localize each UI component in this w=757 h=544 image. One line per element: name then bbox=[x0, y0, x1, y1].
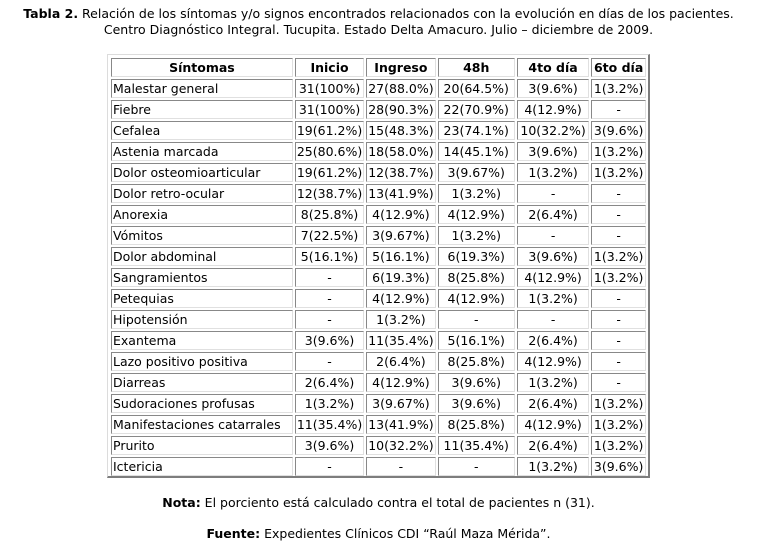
symptom-name: Diarreas bbox=[111, 373, 293, 392]
source-label: Fuente: bbox=[206, 526, 261, 541]
table-row bbox=[111, 457, 646, 476]
4to-dia-value: 1(3.2%) bbox=[517, 289, 589, 308]
header-inicio: Inicio bbox=[295, 58, 364, 77]
6to-dia-value: 1(3.2%) bbox=[591, 79, 646, 98]
table-row bbox=[111, 310, 646, 329]
inicio-value: 5(16.1%) bbox=[295, 247, 364, 266]
symptom-name: Dolor osteomioarticular bbox=[111, 163, 293, 182]
6to-dia-value: - bbox=[591, 373, 646, 392]
inicio-value: 11(35.4%) bbox=[296, 417, 363, 432]
48h-value: 4(12.9%) bbox=[438, 289, 515, 308]
table-frame bbox=[107, 54, 650, 478]
6to-dia-value: 3(9.6%) bbox=[591, 121, 646, 140]
table-body bbox=[111, 58, 646, 476]
6to-dia-value: - bbox=[591, 226, 646, 245]
ingreso-value: 4(12.9%) bbox=[366, 205, 435, 224]
inicio-value: 19(61.2%) bbox=[296, 165, 363, 180]
48h-value: 3(9.6%) bbox=[438, 394, 515, 413]
6to-dia-value: 1(3.2%) bbox=[591, 247, 646, 266]
table-row bbox=[111, 352, 646, 371]
48h-value: 1(3.2%) bbox=[438, 184, 515, 203]
ingreso-value: 28(90.3%) bbox=[368, 102, 434, 117]
header-4to-dia: 4to día bbox=[517, 58, 589, 77]
4to-dia-value: 2(6.4%) bbox=[517, 205, 589, 224]
6to-dia-value: 3(9.6%) bbox=[591, 457, 646, 476]
ingreso-value: 11(35.4%) bbox=[368, 333, 434, 348]
table-row bbox=[111, 331, 646, 350]
table-row bbox=[111, 268, 646, 287]
48h-value: 8(25.8%) bbox=[438, 268, 515, 287]
ingreso-value: 13(41.9%) bbox=[368, 186, 434, 201]
table-row bbox=[111, 163, 646, 182]
table-row bbox=[111, 142, 646, 161]
inicio-value: 3(9.6%) bbox=[295, 436, 364, 455]
symptom-name: Lazo positivo positiva bbox=[111, 352, 293, 371]
table-row bbox=[111, 373, 646, 392]
4to-dia-value: 3(9.6%) bbox=[517, 142, 589, 161]
ingreso-value: 4(12.9%) bbox=[366, 373, 435, 392]
48h-value: 8(25.8%) bbox=[438, 415, 515, 434]
inicio-value: 19(61.2%) bbox=[296, 123, 363, 138]
table-row bbox=[111, 100, 646, 119]
table-row bbox=[111, 436, 646, 455]
48h-value: 4(12.9%) bbox=[438, 205, 515, 224]
inicio-value: - bbox=[295, 289, 364, 308]
caption-title: Relación de los síntomas y/o signos encontrados relacionados con la evolución en días de los pacientes. bbox=[78, 6, 734, 21]
inicio-value: 8(25.8%) bbox=[295, 205, 364, 224]
inicio-value: - bbox=[295, 268, 364, 287]
symptom-name: Anorexia bbox=[111, 205, 293, 224]
caption-line-1 bbox=[0, 6, 757, 22]
table-row bbox=[111, 79, 646, 98]
4to-dia-value: - bbox=[517, 184, 589, 203]
6to-dia-value: 1(3.2%) bbox=[591, 268, 646, 287]
ingreso-value: 18(58.0%) bbox=[368, 144, 434, 159]
table-row bbox=[111, 289, 646, 308]
ingreso-value: 5(16.1%) bbox=[366, 247, 435, 266]
4to-dia-value: 3(9.6%) bbox=[517, 247, 589, 266]
inicio-value: 3(9.6%) bbox=[295, 331, 364, 350]
6to-dia-value: 1(3.2%) bbox=[591, 394, 646, 413]
6to-dia-value: - bbox=[591, 289, 646, 308]
48h-value: 11(35.4%) bbox=[438, 436, 515, 455]
table-row bbox=[111, 415, 646, 434]
symptom-name: Prurito bbox=[111, 436, 293, 455]
table-row bbox=[111, 226, 646, 245]
48h-value: - bbox=[438, 310, 515, 329]
table-row bbox=[111, 247, 646, 266]
table-row bbox=[111, 394, 646, 413]
table-header-row bbox=[111, 58, 646, 77]
48h-value: 3(9.67%) bbox=[438, 163, 515, 182]
6to-dia-value: 1(3.2%) bbox=[591, 163, 646, 182]
symptom-name: Cefalea bbox=[111, 121, 293, 140]
symptom-name: Dolor retro-ocular bbox=[111, 184, 293, 203]
header-48h: 48h bbox=[438, 58, 515, 77]
4to-dia-value: 4(12.9%) bbox=[517, 415, 589, 434]
note-text: El porciento está calculado contra el total de pacientes n (31). bbox=[200, 495, 595, 510]
header-6to-dia: 6to día bbox=[591, 58, 646, 77]
4to-dia-value: 4(12.9%) bbox=[517, 268, 589, 287]
symptom-name: Astenia marcada bbox=[111, 142, 293, 161]
6to-dia-value: - bbox=[591, 184, 646, 203]
table-row bbox=[111, 121, 646, 140]
6to-dia-value: - bbox=[591, 352, 646, 371]
inicio-value: 7(22.5%) bbox=[295, 226, 364, 245]
symptom-name: Malestar general bbox=[111, 79, 293, 98]
48h-value: - bbox=[438, 457, 515, 476]
6to-dia-value: 1(3.2%) bbox=[591, 436, 646, 455]
6to-dia-value: 1(3.2%) bbox=[591, 415, 646, 434]
4to-dia-value: - bbox=[517, 226, 589, 245]
symptom-name: Manifestaciones catarrales bbox=[111, 415, 293, 434]
6to-dia-value: 1(3.2%) bbox=[591, 142, 646, 161]
header-ingreso: Ingreso bbox=[366, 58, 435, 77]
symptom-name: Sudoraciones profusas bbox=[111, 394, 293, 413]
table-row bbox=[111, 184, 646, 203]
note bbox=[0, 495, 757, 510]
inicio-value: 25(80.6%) bbox=[296, 144, 363, 159]
ingreso-value: 4(12.9%) bbox=[366, 289, 435, 308]
table-caption bbox=[0, 6, 757, 38]
4to-dia-value: 2(6.4%) bbox=[517, 436, 589, 455]
source bbox=[0, 526, 757, 541]
48h-value: 8(25.8%) bbox=[438, 352, 515, 371]
caption-line-2: Centro Diagnóstico Integral. Tucupita. Estado Delta Amacuro. Julio – diciembre de 2009. bbox=[103, 22, 654, 37]
48h-value: 14(45.1%) bbox=[438, 142, 515, 161]
symptom-name: Dolor abdominal bbox=[111, 247, 293, 266]
ingreso-value: 13(41.9%) bbox=[368, 417, 434, 432]
symptom-name: Ictericia bbox=[111, 457, 293, 476]
inicio-value: 1(3.2%) bbox=[295, 394, 364, 413]
inicio-value: 12(38.7%) bbox=[296, 186, 363, 201]
4to-dia-value: - bbox=[517, 310, 589, 329]
inicio-value: 2(6.4%) bbox=[295, 373, 364, 392]
4to-dia-value: 1(3.2%) bbox=[517, 457, 589, 476]
ingreso-value: 2(6.4%) bbox=[366, 352, 435, 371]
inicio-value: - bbox=[295, 457, 364, 476]
4to-dia-value: 10(32.2%) bbox=[517, 121, 589, 140]
symptom-name: Fiebre bbox=[111, 100, 293, 119]
48h-value: 20(64.5%) bbox=[438, 79, 515, 98]
ingreso-value: 3(9.67%) bbox=[366, 226, 435, 245]
ingreso-value: 6(19.3%) bbox=[366, 268, 435, 287]
symptom-name: Exantema bbox=[111, 331, 293, 350]
ingreso-value: 15(48.3%) bbox=[368, 123, 434, 138]
6to-dia-value: - bbox=[591, 205, 646, 224]
48h-value: 5(16.1%) bbox=[438, 331, 515, 350]
48h-value: 1(3.2%) bbox=[438, 226, 515, 245]
4to-dia-value: 4(12.9%) bbox=[517, 352, 589, 371]
ingreso-value: 27(88.0%) bbox=[368, 81, 434, 96]
48h-value: 23(74.1%) bbox=[438, 121, 515, 140]
48h-value: 3(9.6%) bbox=[438, 373, 515, 392]
48h-value: 6(19.3%) bbox=[438, 247, 515, 266]
inicio-value: - bbox=[295, 310, 364, 329]
6to-dia-value: - bbox=[591, 310, 646, 329]
inicio-value: 31(100%) bbox=[295, 79, 364, 98]
inicio-value: - bbox=[295, 352, 364, 371]
6to-dia-value: - bbox=[591, 100, 646, 119]
4to-dia-value: 3(9.6%) bbox=[517, 79, 589, 98]
ingreso-value: 3(9.67%) bbox=[366, 394, 435, 413]
inicio-value: 31(100%) bbox=[295, 100, 364, 119]
note-label: Nota: bbox=[162, 495, 201, 510]
4to-dia-value: 1(3.2%) bbox=[517, 163, 589, 182]
4to-dia-value: 1(3.2%) bbox=[517, 373, 589, 392]
caption-label: Tabla 2. bbox=[23, 6, 79, 21]
ingreso-value: 12(38.7%) bbox=[368, 165, 434, 180]
ingreso-value: 1(3.2%) bbox=[366, 310, 435, 329]
4to-dia-value: 2(6.4%) bbox=[517, 394, 589, 413]
6to-dia-value: - bbox=[591, 331, 646, 350]
symptom-name: Vómitos bbox=[111, 226, 293, 245]
ingreso-value: - bbox=[366, 457, 435, 476]
symptom-name: Petequias bbox=[111, 289, 293, 308]
4to-dia-value: 2(6.4%) bbox=[517, 331, 589, 350]
symptom-name: Hipotensión bbox=[111, 310, 293, 329]
ingreso-value: 10(32.2%) bbox=[368, 438, 434, 453]
symptoms-table bbox=[109, 56, 648, 478]
table-row bbox=[111, 205, 646, 224]
source-text: Expedientes Clínicos CDI “Raúl Maza Mérida”. bbox=[260, 526, 551, 541]
symptom-name: Sangramientos bbox=[111, 268, 293, 287]
header-sintomas: Síntomas bbox=[111, 58, 293, 77]
4to-dia-value: 4(12.9%) bbox=[517, 100, 589, 119]
48h-value: 22(70.9%) bbox=[438, 100, 515, 119]
